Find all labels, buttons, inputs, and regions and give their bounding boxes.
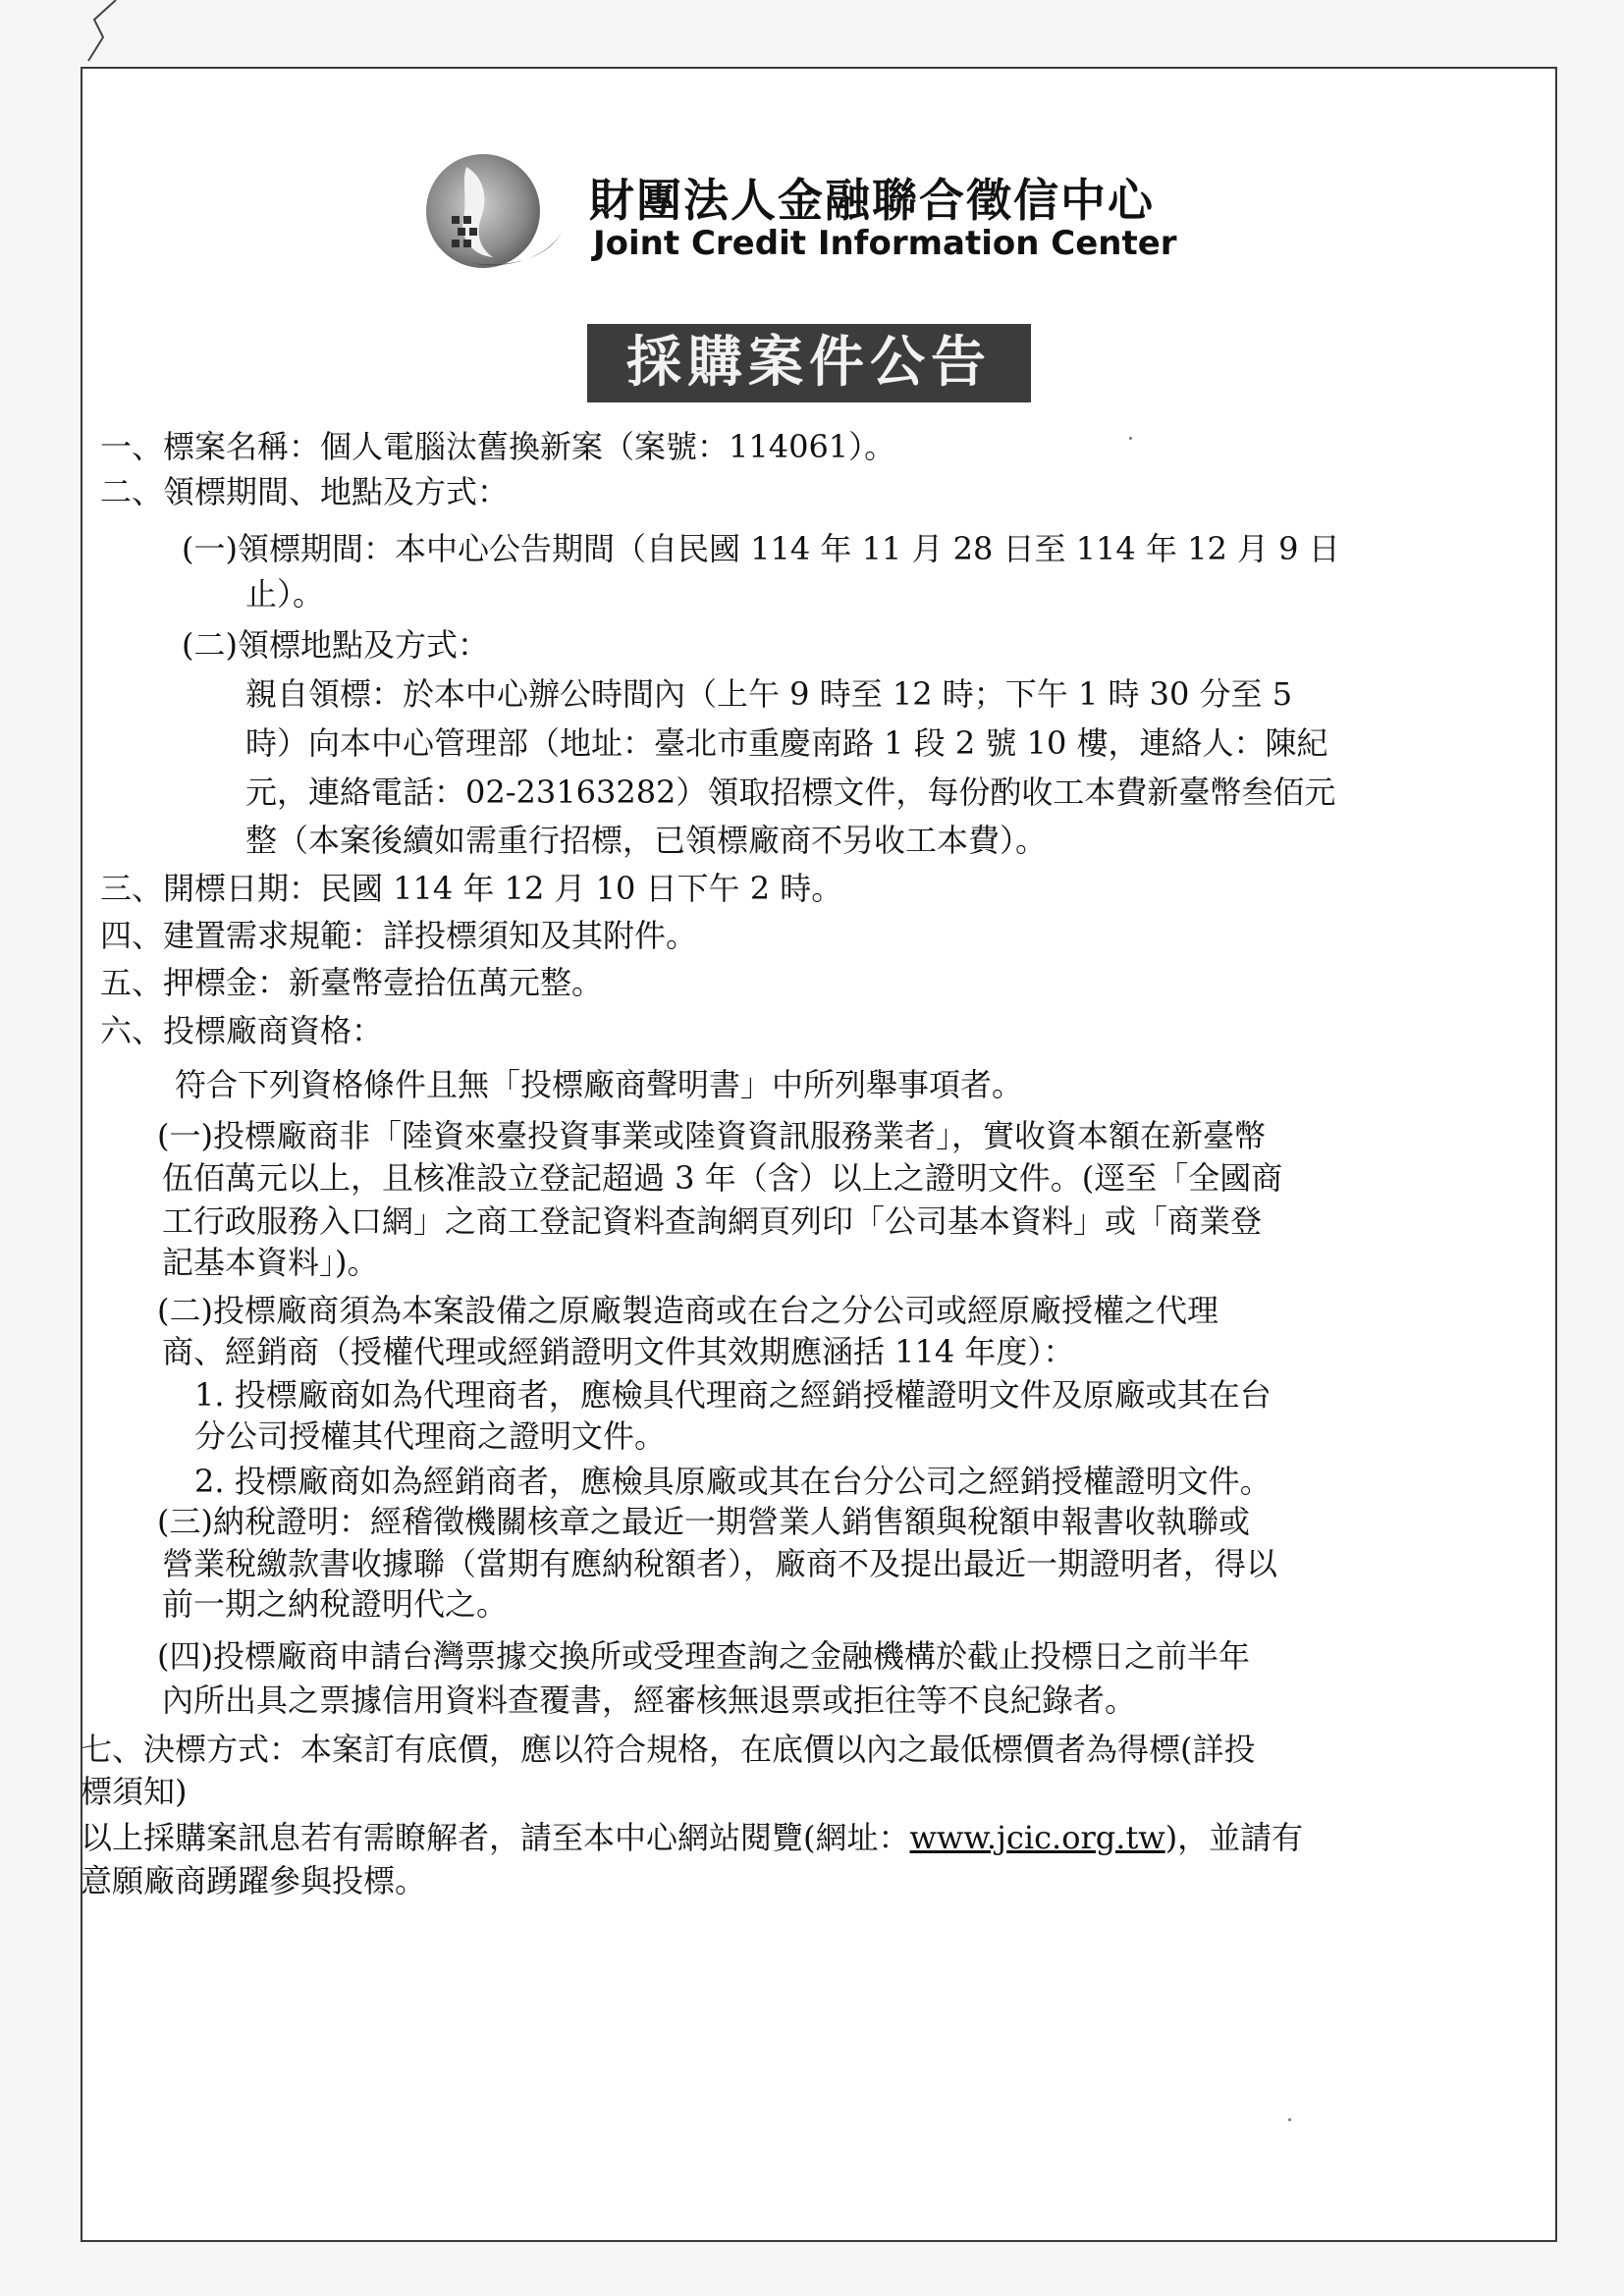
item-2-2-line-4: 整（本案後續如需重行招標，已領標廠商不另收工本費）。 bbox=[245, 822, 1048, 859]
item-6-2-2-line: 2. 投標廠商如為經銷商者，應檢具原廠或其在台分公司之經銷授權證明文件。 bbox=[194, 1463, 1272, 1500]
section-6-intro: 符合下列資格條件且無「投標廠商聲明書」中所列舉事項者。 bbox=[175, 1066, 1024, 1103]
footer-text-post: )，並請有 bbox=[1164, 1819, 1304, 1856]
item-6-3-line-2: 營業稅繳款書收據聯（當期有應納稅額者），廠商不及提出最近一期證明者，得以 bbox=[162, 1545, 1278, 1582]
jcic-logo-icon bbox=[412, 147, 569, 275]
item-6-4-line-2: 內所出具之票據信用資料查覆書，經審核無退票或拒往等不良紀錄者。 bbox=[162, 1682, 1137, 1719]
item-6-1-line-3: 工行政服務入口網」之商工登記資料查詢網頁列印「公司基本資料」或「商業登 bbox=[162, 1202, 1263, 1240]
footer-line-1 bbox=[81, 1818, 1303, 1857]
item-2-2-line-3: 元，連絡電話：02-23163282）領取招標文件，每份酌收工本費新臺幣叁佰元 bbox=[245, 774, 1336, 811]
item-6-1-line-2: 伍佰萬元以上，且核准設立登記超過 3 年（含）以上之證明文件。(逕至「全國商 bbox=[162, 1159, 1283, 1197]
item-6-1-line-4: 記基本資料」)。 bbox=[162, 1244, 379, 1281]
org-name-chinese: 財團法人金融聯合徵信中心 bbox=[589, 174, 1155, 227]
item-6-2-line-2: 商、經銷商（授權代理或經銷證明文件其效期應涵括 114 年度）： bbox=[162, 1333, 1075, 1370]
footer-line-2: 意願廠商踴躍參與投標。 bbox=[81, 1862, 427, 1899]
scan-speck bbox=[1288, 2118, 1291, 2121]
item-6-1-line-1: (一)投標廠商非「陸資來臺投資事業或陸資資訊服務業者」，實收資本額在新臺幣 bbox=[157, 1117, 1266, 1154]
notice-title: 採購案件公告 bbox=[587, 324, 1031, 402]
item-6-2-line-1: (二)投標廠商須為本案設備之原廠製造商或在台之分公司或經原廠授權之代理 bbox=[157, 1292, 1218, 1329]
item-6-2-1-line-1: 1. 投標廠商如為代理商者，應檢具代理商之經銷授權證明文件及原廠或其在台 bbox=[194, 1376, 1272, 1414]
item-6-4-line-1: (四)投標廠商申請台灣票據交換所或受理查詢之金融機構於截止投標日之前半年 bbox=[157, 1637, 1250, 1675]
footer-text-pre: 以上採購案訊息若有需瞭解者，請至本中心網站閱覽(網址： bbox=[81, 1819, 910, 1856]
item-2-1-line-2: 止）。 bbox=[245, 575, 325, 613]
section-1-line: 一、標案名稱：個人電腦汰舊換新案（案號：114061）。 bbox=[100, 428, 896, 465]
torn-corner-mark bbox=[0, 0, 157, 69]
org-name-english: Joint Credit Information Center bbox=[593, 224, 1177, 263]
item-6-3-line-3: 前一期之納稅證明代之。 bbox=[162, 1585, 509, 1623]
item-2-2-line-2: 時）向本中心管理部（地址：臺北市重慶南路 1 段 2 號 10 樓，連絡人：陳紀 bbox=[245, 724, 1328, 762]
section-5-line: 五、押標金：新臺幣壹拾伍萬元整。 bbox=[100, 964, 604, 1001]
section-7-line-2: 標須知) bbox=[81, 1773, 188, 1810]
section-7-line-1: 七、決標方式：本案訂有底價，應以符合規格，在底價以內之最低標價者為得標(詳投 bbox=[81, 1731, 1256, 1768]
section-2-heading: 二、領標期間、地點及方式： bbox=[100, 473, 510, 510]
item-6-3-line-1: (三)納稅證明：經稽徵機關核章之最近一期營業人銷售額與稅額申報書收執聯或 bbox=[157, 1503, 1250, 1540]
website-link[interactable]: www.jcic.org.tw bbox=[909, 1819, 1165, 1856]
item-2-2-heading: (二)領標地點及方式： bbox=[182, 626, 489, 664]
item-2-1-line-1: (一)領標期間：本中心公告期間（自民國 114 年 11 月 28 日至 114 年 12 月 9 日 bbox=[182, 530, 1340, 567]
section-4-line: 四、建置需求規範：詳投標須知及其附件。 bbox=[100, 917, 698, 954]
scan-speck bbox=[1129, 437, 1132, 440]
item-2-2-line-1: 親自領標：於本中心辦公時間內（上午 9 時至 12 時；下午 1 時 30 分至 5 bbox=[245, 675, 1293, 713]
section-6-heading: 六、投標廠商資格： bbox=[100, 1012, 384, 1049]
section-3-line: 三、開標日期：民國 114 年 12 月 10 日下午 2 時。 bbox=[100, 870, 843, 907]
item-6-2-1-line-2: 分公司授權其代理商之證明文件。 bbox=[194, 1417, 667, 1455]
letterhead bbox=[412, 147, 1227, 275]
